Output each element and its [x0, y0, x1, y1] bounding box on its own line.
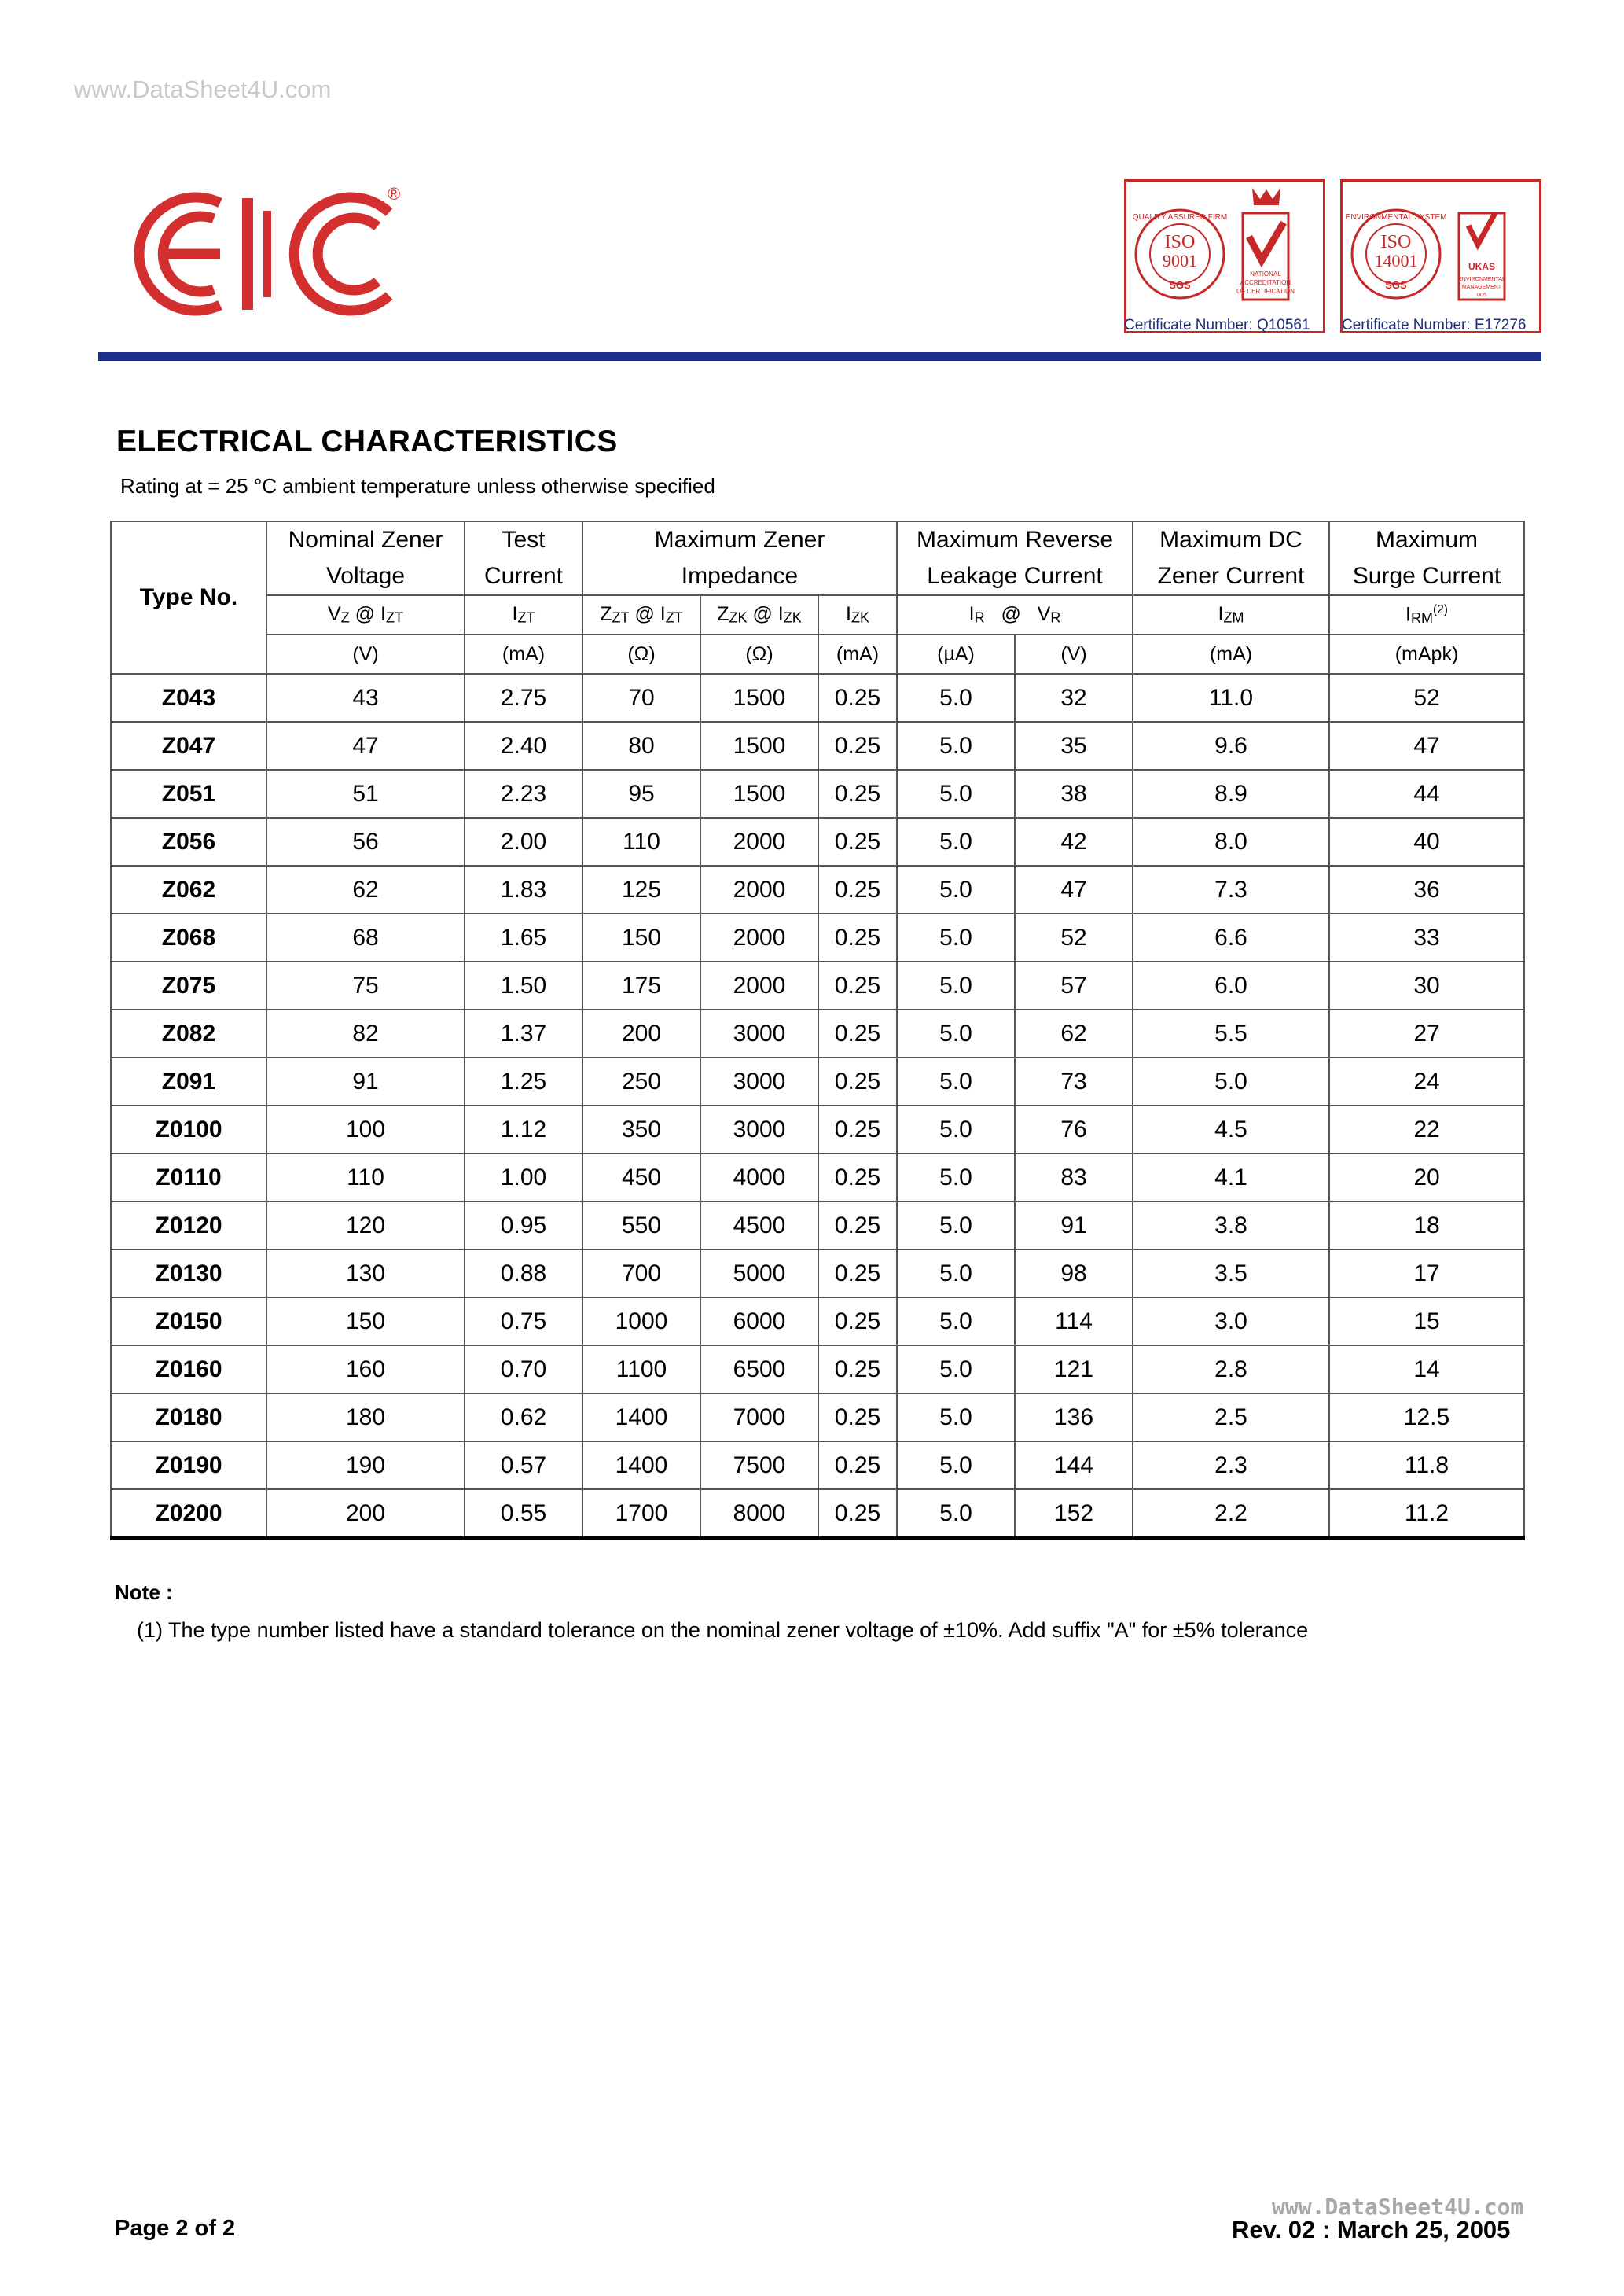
- svg-text:ENVIRONMENTAL SYSTEM: ENVIRONMENTAL SYSTEM: [1345, 213, 1447, 222]
- value-cell: 0.25: [818, 674, 897, 722]
- value-cell: 190: [266, 1441, 465, 1489]
- value-cell: 5.0: [897, 674, 1015, 722]
- value-cell: 1700: [582, 1489, 700, 1539]
- value-cell: 1.65: [465, 914, 582, 962]
- table-row: [111, 914, 1524, 962]
- value-cell: 5.5: [1133, 1010, 1329, 1058]
- value-cell: 5.0: [897, 1489, 1015, 1539]
- value-cell: 152: [1015, 1489, 1133, 1539]
- value-cell: 5.0: [897, 770, 1015, 818]
- value-cell: 3.8: [1133, 1201, 1329, 1249]
- value-cell: 43: [266, 674, 465, 722]
- izt-symbol: $I_{ZT}$: [465, 595, 582, 635]
- value-cell: 8000: [700, 1489, 818, 1539]
- value-cell: 0.25: [818, 1393, 897, 1441]
- note-item: (1) The type number listed have a standard tolerance on the nominal zener voltage of ±10%. Add suffix "A" for ±5% tolerance: [137, 1618, 1309, 1642]
- value-cell: 52: [1015, 914, 1133, 962]
- value-cell: 0.25: [818, 1201, 897, 1249]
- value-cell: 3.0: [1133, 1297, 1329, 1345]
- table-body: [111, 674, 1524, 1539]
- value-cell: 5.0: [897, 1393, 1015, 1441]
- value-cell: 7500: [700, 1441, 818, 1489]
- svg-text:QUALITY ASSURED FIRM: QUALITY ASSURED FIRM: [1132, 213, 1228, 222]
- value-cell: 75: [266, 962, 465, 1010]
- value-cell: 175: [582, 962, 700, 1010]
- value-cell: 7000: [700, 1393, 818, 1441]
- value-cell: 47: [1329, 722, 1524, 770]
- value-cell: 2.00: [465, 818, 582, 866]
- svg-text:SGS: SGS: [1385, 279, 1407, 291]
- value-cell: 7.3: [1133, 866, 1329, 914]
- value-cell: 5.0: [897, 1345, 1015, 1393]
- irm-header: Maximum Surge Current: [1329, 521, 1524, 595]
- value-cell: 110: [266, 1154, 465, 1201]
- page-number: Page 2 of 2: [115, 2216, 236, 2241]
- value-cell: 0.55: [465, 1489, 582, 1539]
- electrical-characteristics-table: [110, 521, 1525, 1540]
- type-number-cell: Z075: [111, 962, 266, 1010]
- table-row: [111, 1441, 1524, 1489]
- value-cell: 550: [582, 1201, 700, 1249]
- izk-symbol: $I_{ZK}$: [818, 595, 897, 635]
- value-cell: 0.25: [818, 866, 897, 914]
- value-cell: 200: [266, 1489, 465, 1539]
- table-row: [111, 1010, 1524, 1058]
- value-cell: 200: [582, 1010, 700, 1058]
- value-cell: 11.0: [1133, 674, 1329, 722]
- type-number-cell: Z0160: [111, 1345, 266, 1393]
- value-cell: 52: [1329, 674, 1524, 722]
- value-cell: 24: [1329, 1058, 1524, 1106]
- zz-header: Maximum Zener Impedance: [582, 521, 897, 595]
- table-row: [111, 1489, 1524, 1539]
- value-cell: 17: [1329, 1249, 1524, 1297]
- value-cell: 9.6: [1133, 722, 1329, 770]
- value-cell: 0.25: [818, 722, 897, 770]
- value-cell: 6500: [700, 1345, 818, 1393]
- izm-header: Maximum DC Zener Current: [1133, 521, 1329, 595]
- value-cell: 0.75: [465, 1297, 582, 1345]
- value-cell: 1000: [582, 1297, 700, 1345]
- value-cell: 6.6: [1133, 914, 1329, 962]
- table-row: [111, 866, 1524, 914]
- ir-symbol: $I_R$ @ $V_R$: [897, 595, 1133, 635]
- svg-text:UKAS: UKAS: [1468, 261, 1496, 272]
- value-cell: 2000: [700, 818, 818, 866]
- table-row: [111, 962, 1524, 1010]
- value-cell: 91: [266, 1058, 465, 1106]
- value-cell: 2.8: [1133, 1345, 1329, 1393]
- rating-condition: Rating at = 25 °C ambient temperature unless otherwise specified: [120, 474, 715, 498]
- izm-symbol: $I_{ZM}$: [1133, 595, 1329, 635]
- value-cell: 95: [582, 770, 700, 818]
- table-row: [111, 1154, 1524, 1201]
- type-number-cell: Z068: [111, 914, 266, 962]
- value-cell: 5.0: [897, 1249, 1015, 1297]
- svg-text:NATIONAL: NATIONAL: [1250, 270, 1281, 278]
- value-cell: 0.25: [818, 1489, 897, 1539]
- value-cell: 91: [1015, 1201, 1133, 1249]
- value-cell: 5.0: [897, 1010, 1015, 1058]
- vz-symbol: $V_Z$ @ $I_{ZT}$: [266, 595, 465, 635]
- header-rule: [98, 352, 1541, 361]
- value-cell: 5.0: [897, 1058, 1015, 1106]
- value-cell: 114: [1015, 1297, 1133, 1345]
- value-cell: 125: [582, 866, 700, 914]
- value-cell: 5.0: [897, 1441, 1015, 1489]
- value-cell: 250: [582, 1058, 700, 1106]
- unit-cell: (Ω): [700, 635, 818, 674]
- value-cell: 22: [1329, 1106, 1524, 1154]
- section-title: ELECTRICAL CHARACTERISTICS: [116, 425, 618, 458]
- svg-text:SGS: SGS: [1169, 279, 1191, 291]
- value-cell: 82: [266, 1010, 465, 1058]
- unit-cell: (mA): [818, 635, 897, 674]
- ir-header: Maximum Reverse Leakage Current: [897, 521, 1133, 595]
- type-number-cell: Z091: [111, 1058, 266, 1106]
- type-number-cell: Z0200: [111, 1489, 266, 1539]
- type-number-cell: Z0150: [111, 1297, 266, 1345]
- value-cell: 120: [266, 1201, 465, 1249]
- value-cell: 4.1: [1133, 1154, 1329, 1201]
- value-cell: 5.0: [897, 914, 1015, 962]
- svg-text:OF CERTIFICATION: OF CERTIFICATION: [1236, 288, 1295, 295]
- value-cell: 44: [1329, 770, 1524, 818]
- value-cell: 150: [582, 914, 700, 962]
- type-number-cell: Z062: [111, 866, 266, 914]
- unit-cell: (µA): [897, 635, 1015, 674]
- value-cell: 5.0: [897, 818, 1015, 866]
- value-cell: 1500: [700, 722, 818, 770]
- value-cell: 47: [1015, 866, 1133, 914]
- value-cell: 2.40: [465, 722, 582, 770]
- value-cell: 0.25: [818, 1106, 897, 1154]
- type-number-cell: Z043: [111, 674, 266, 722]
- type-number-cell: Z056: [111, 818, 266, 866]
- value-cell: 0.25: [818, 1154, 897, 1201]
- value-cell: 73: [1015, 1058, 1133, 1106]
- value-cell: 0.25: [818, 1249, 897, 1297]
- type-number-cell: Z0180: [111, 1393, 266, 1441]
- zzk-symbol: $Z_{ZK}$ @ $I_{ZK}$: [700, 595, 818, 635]
- revision-date: Rev. 02 : March 25, 2005: [1232, 2216, 1511, 2243]
- value-cell: 5.0: [897, 722, 1015, 770]
- table-row: [111, 1393, 1524, 1441]
- value-cell: 0.88: [465, 1249, 582, 1297]
- header-row-units: [111, 635, 1524, 674]
- svg-text:ISO: ISO: [1380, 232, 1412, 252]
- value-cell: 2000: [700, 962, 818, 1010]
- watermark-bottom: www.DataSheet4U.com: [1272, 2194, 1524, 2220]
- value-cell: 70: [582, 674, 700, 722]
- cert-number-2: Certificate Number: E17276: [1342, 317, 1527, 333]
- svg-text:®: ®: [388, 184, 401, 204]
- value-cell: 0.25: [818, 1297, 897, 1345]
- irm-symbol: $I_{RM}^{(2)}$: [1329, 595, 1524, 635]
- value-cell: 350: [582, 1106, 700, 1154]
- watermark-top: www.DataSheet4U.com: [74, 75, 332, 103]
- value-cell: 5.0: [897, 1201, 1015, 1249]
- value-cell: 136: [1015, 1393, 1133, 1441]
- svg-text:14001: 14001: [1374, 251, 1418, 270]
- value-cell: 450: [582, 1154, 700, 1201]
- value-cell: 80: [582, 722, 700, 770]
- value-cell: 57: [1015, 962, 1133, 1010]
- value-cell: 1.00: [465, 1154, 582, 1201]
- value-cell: 3.5: [1133, 1249, 1329, 1297]
- type-number-cell: Z0190: [111, 1441, 266, 1489]
- value-cell: 1500: [700, 674, 818, 722]
- table-row: [111, 1106, 1524, 1154]
- value-cell: 62: [1015, 1010, 1133, 1058]
- value-cell: 4500: [700, 1201, 818, 1249]
- value-cell: 1500: [700, 770, 818, 818]
- value-cell: 100: [266, 1106, 465, 1154]
- table-row: [111, 1345, 1524, 1393]
- value-cell: 5.0: [897, 866, 1015, 914]
- value-cell: 2.23: [465, 770, 582, 818]
- value-cell: 0.25: [818, 914, 897, 962]
- value-cell: 18: [1329, 1201, 1524, 1249]
- cert-number-1: Certificate Number: Q10561: [1124, 317, 1310, 333]
- value-cell: 130: [266, 1249, 465, 1297]
- value-cell: 5.0: [897, 962, 1015, 1010]
- value-cell: 0.95: [465, 1201, 582, 1249]
- value-cell: 1.50: [465, 962, 582, 1010]
- value-cell: 1.83: [465, 866, 582, 914]
- table-row: [111, 1058, 1524, 1106]
- unit-cell: (V): [1015, 635, 1133, 674]
- type-number-cell: Z047: [111, 722, 266, 770]
- iso-14001-certificate: [1340, 179, 1541, 333]
- value-cell: 83: [1015, 1154, 1133, 1201]
- type-number-cell: Z0100: [111, 1106, 266, 1154]
- value-cell: 2.5: [1133, 1393, 1329, 1441]
- value-cell: 27: [1329, 1010, 1524, 1058]
- svg-text:005: 005: [1477, 293, 1486, 298]
- value-cell: 700: [582, 1249, 700, 1297]
- value-cell: 11.8: [1329, 1441, 1524, 1489]
- value-cell: 2.3: [1133, 1441, 1329, 1489]
- svg-text:ACCREDITATION: ACCREDITATION: [1240, 279, 1291, 286]
- value-cell: 1.12: [465, 1106, 582, 1154]
- value-cell: 0.25: [818, 1058, 897, 1106]
- value-cell: 2.75: [465, 674, 582, 722]
- value-cell: 0.25: [818, 1345, 897, 1393]
- value-cell: 4.5: [1133, 1106, 1329, 1154]
- value-cell: 0.25: [818, 962, 897, 1010]
- value-cell: 32: [1015, 674, 1133, 722]
- izt-header: Test Current: [465, 521, 582, 595]
- value-cell: 5000: [700, 1249, 818, 1297]
- value-cell: 20: [1329, 1154, 1524, 1201]
- value-cell: 76: [1015, 1106, 1133, 1154]
- unit-cell: (Ω): [582, 635, 700, 674]
- value-cell: 3000: [700, 1010, 818, 1058]
- header-row-groups: [111, 521, 1524, 595]
- value-cell: 0.70: [465, 1345, 582, 1393]
- iso-9001-certificate: [1124, 179, 1325, 333]
- value-cell: 12.5: [1329, 1393, 1524, 1441]
- value-cell: 5.0: [897, 1297, 1015, 1345]
- value-cell: 121: [1015, 1345, 1133, 1393]
- value-cell: 0.25: [818, 818, 897, 866]
- table-row: [111, 722, 1524, 770]
- value-cell: 1400: [582, 1393, 700, 1441]
- value-cell: 42: [1015, 818, 1133, 866]
- unit-cell: (mA): [1133, 635, 1329, 674]
- value-cell: 6000: [700, 1297, 818, 1345]
- zzt-symbol: $Z_{ZT}$ @ $I_{ZT}$: [582, 595, 700, 635]
- note-label: Note :: [115, 1580, 173, 1604]
- type-number-cell: Z082: [111, 1010, 266, 1058]
- value-cell: 62: [266, 866, 465, 914]
- value-cell: 36: [1329, 866, 1524, 914]
- value-cell: 15: [1329, 1297, 1524, 1345]
- value-cell: 8.0: [1133, 818, 1329, 866]
- value-cell: 6.0: [1133, 962, 1329, 1010]
- type-number-cell: Z051: [111, 770, 266, 818]
- value-cell: 3000: [700, 1106, 818, 1154]
- table-row: [111, 1201, 1524, 1249]
- svg-text:MANAGEMENT: MANAGEMENT: [1461, 285, 1502, 290]
- unit-cell: (mA): [465, 635, 582, 674]
- value-cell: 5.0: [1133, 1058, 1329, 1106]
- type-no-header: Type No.: [111, 521, 266, 674]
- value-cell: 14: [1329, 1345, 1524, 1393]
- value-cell: 1.25: [465, 1058, 582, 1106]
- value-cell: 40: [1329, 818, 1524, 866]
- value-cell: 5.0: [897, 1154, 1015, 1201]
- value-cell: 144: [1015, 1441, 1133, 1489]
- value-cell: 33: [1329, 914, 1524, 962]
- eic-logo: [134, 179, 417, 321]
- table-row: [111, 1297, 1524, 1345]
- value-cell: 38: [1015, 770, 1133, 818]
- value-cell: 150: [266, 1297, 465, 1345]
- unit-cell: (V): [266, 635, 465, 674]
- value-cell: 2000: [700, 914, 818, 962]
- unit-cell: (mApk): [1329, 635, 1524, 674]
- value-cell: 0.57: [465, 1441, 582, 1489]
- value-cell: 1.37: [465, 1010, 582, 1058]
- value-cell: 47: [266, 722, 465, 770]
- value-cell: 1400: [582, 1441, 700, 1489]
- value-cell: 51: [266, 770, 465, 818]
- value-cell: 30: [1329, 962, 1524, 1010]
- type-number-cell: Z0110: [111, 1154, 266, 1201]
- value-cell: 3000: [700, 1058, 818, 1106]
- value-cell: 68: [266, 914, 465, 962]
- table-row: [111, 818, 1524, 866]
- value-cell: 180: [266, 1393, 465, 1441]
- value-cell: 0.25: [818, 770, 897, 818]
- type-number-cell: Z0130: [111, 1249, 266, 1297]
- value-cell: 0.25: [818, 1010, 897, 1058]
- value-cell: 5.0: [897, 1106, 1015, 1154]
- vz-header: Nominal Zener Voltage: [266, 521, 465, 595]
- value-cell: 0.25: [818, 1441, 897, 1489]
- svg-text:ISO: ISO: [1164, 232, 1196, 252]
- value-cell: 2000: [700, 866, 818, 914]
- header-row-symbols: [111, 595, 1524, 635]
- value-cell: 160: [266, 1345, 465, 1393]
- value-cell: 4000: [700, 1154, 818, 1201]
- value-cell: 11.2: [1329, 1489, 1524, 1539]
- value-cell: 1100: [582, 1345, 700, 1393]
- value-cell: 110: [582, 818, 700, 866]
- value-cell: 56: [266, 818, 465, 866]
- value-cell: 2.2: [1133, 1489, 1329, 1539]
- value-cell: 0.62: [465, 1393, 582, 1441]
- type-number-cell: Z0120: [111, 1201, 266, 1249]
- value-cell: 8.9: [1133, 770, 1329, 818]
- table-row: [111, 1249, 1524, 1297]
- table-row: [111, 770, 1524, 818]
- value-cell: 35: [1015, 722, 1133, 770]
- svg-text:ENVIRONMENTAL: ENVIRONMENTAL: [1458, 277, 1505, 282]
- value-cell: 98: [1015, 1249, 1133, 1297]
- svg-text:9001: 9001: [1163, 251, 1197, 270]
- table-row: [111, 674, 1524, 722]
